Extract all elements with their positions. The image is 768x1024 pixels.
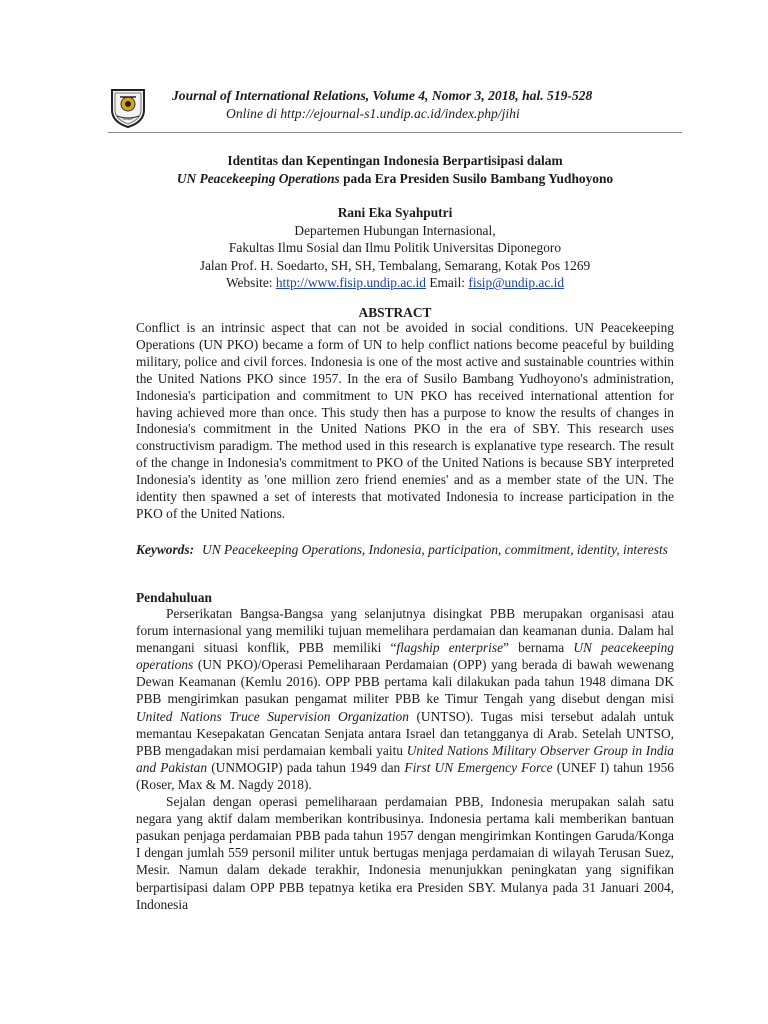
keywords — [136, 541, 674, 558]
journal-header — [108, 84, 682, 132]
p1-text: ” bernama — [503, 640, 574, 656]
website-label: Website: — [225, 275, 276, 290]
header-divider — [108, 132, 682, 133]
title-line-2 — [108, 170, 682, 188]
author-department: Departemen Hubungan Internasional, — [294, 222, 496, 238]
author-block — [108, 204, 682, 292]
abstract-body — [136, 320, 674, 523]
p1-text: (UN PKO)/Operasi Pemeliharaan Perdamaian (OPP) yang berada di bawah wewenang Dewan Keamanan (Kemlu 2016). OPP PBB pertama kali dilakukan pada tahun 1948 dimana DK PBB mengirimkan pasukan pengamat militer PBB ke Timur Tengah yang disebut dengan misi — [136, 657, 674, 707]
p1-italic: United Nations Military Observer Group in India and Pakistan — [136, 742, 674, 775]
website-link[interactable]: http://www.fisip.undip.ac.id — [275, 275, 426, 290]
title-line-1: Identitas dan Kepentingan Indonesia Berpartisipasi dalam — [227, 153, 563, 168]
p1-text: (UNEF I) tahun 1956 (Roser, Max & M. Nagdy 2018). — [136, 759, 674, 792]
paper-title — [108, 152, 682, 188]
p1-text: (UNMOGIP) pada tahun 1949 dan — [207, 759, 405, 775]
p1-italic: First UN Emergency Force — [404, 759, 553, 775]
p1-text: Perserikatan Bangsa-Bangsa yang selanjutnya disingkat PBB merupakan organisasi atau forum internasional yang memiliki tujuan memelihara perdamaian dan keamanan dunia. Dalam hal menangani situasi konflik, PBB memiliki “ — [136, 606, 674, 656]
keywords-text: UN Peacekeeping Operations, Indonesia, participation, commitment, identity, interests — [202, 542, 668, 557]
email-link[interactable]: fisip@undip.ac.id — [468, 275, 565, 290]
title-rest: pada Era Presiden Susilo Bambang Yudhoyono — [339, 171, 614, 186]
p1-italic: UN peacekeeping operations — [136, 640, 674, 673]
university-seal-icon — [108, 86, 148, 128]
logo-text: UNDIP — [122, 117, 134, 121]
p1-italic: United Nations Truce Supervision Organization — [136, 708, 409, 724]
abstract-text: Conflict is an intrinsic aspect that can not be avoided in social conditions. UN Peacekeeping Operations (UN PKO) became a form of UN to help conflict nations become peaceful by building military, police and civil forces. Indonesia is one of the most active and sustainable countries within the United Nations PKO since 1957. In the era of Susilo Bambang Yudhoyono's administration, Indonesia's participation and commitment to UN PKO has received international attention for having achieved more than once. This study then has a purpose to know the results of changes in Indonesia's commitment in the United Nations PKO in the era of SBY. This research uses constructivism paradigm. The method used in this research is explanative type research. The result of the change in Indonesia's commitment to PKO of the United Nations is because SBY interpreted Indonesia's identity as 'one million zero friend enemies' and as a member state of the UN. The identity then spawned a set of interests that motivated Indonesia to increase participation in the PKO of the United Nations. — [136, 320, 674, 521]
author-contact — [108, 274, 682, 292]
p1-text: (UNTSO). Tugas misi tersebut adalah untuk memantau Kesepakatan Gencatan Senjata antara Israel dan tetangganya di Arab. Setelah UNTSO, PBB mengadakan misi perdamaian kembali yaitu — [136, 708, 674, 758]
keywords-label: Keywords: — [136, 542, 195, 557]
paragraph-1 — [136, 605, 674, 793]
author-name: Rani Eka Syahputri — [337, 205, 453, 220]
section-heading: Pendahuluan — [136, 590, 212, 605]
author-address: Jalan Prof. H. Soedarto, SH, SH, Tembalang, Semarang, Kotak Pos 1269 — [199, 257, 591, 273]
abstract-heading: ABSTRACT — [358, 305, 432, 320]
journal-online-url[interactable]: Online di http://ejournal-s1.undip.ac.id/index.php/jihi — [226, 106, 520, 121]
title-italic: UN Peacekeeping Operations — [176, 171, 340, 186]
email-label: Email: — [425, 275, 469, 290]
p1-italic: flagship enterprise — [396, 640, 504, 656]
journal-citation: Journal of International Relations, Volume 4, Nomor 3, 2018, hal. 519-528 — [172, 88, 593, 103]
author-faculty: Fakultas Ilmu Sosial dan Ilmu Politik Universitas Diponegoro — [228, 240, 562, 255]
section-body — [136, 605, 674, 913]
paragraph-2: Sejalan dengan operasi pemeliharaan perdamaian PBB, Indonesia merupakan salah satu negara yang aktif dalam memberikan kontribusinya. Indonesia pertama kali memberikan bantuan pasukan penjaga perdamaian PBB pada tahun 1957 dengan mengirimkan Kontingen Garuda/Konga I dengan jumlah 559 personil militer untuk bertugas menjaga perdamaian di wilayah Terusan Suez, Mesir. Namun dalam dekade terakhir, Indonesia menunjukkan peningkatan yang signifikan berpartisipasi dalam OPP PBB tepatnya ketika era Presiden SBY. Mulanya pada 31 Januari 2004, Indonesia — [136, 794, 674, 912]
